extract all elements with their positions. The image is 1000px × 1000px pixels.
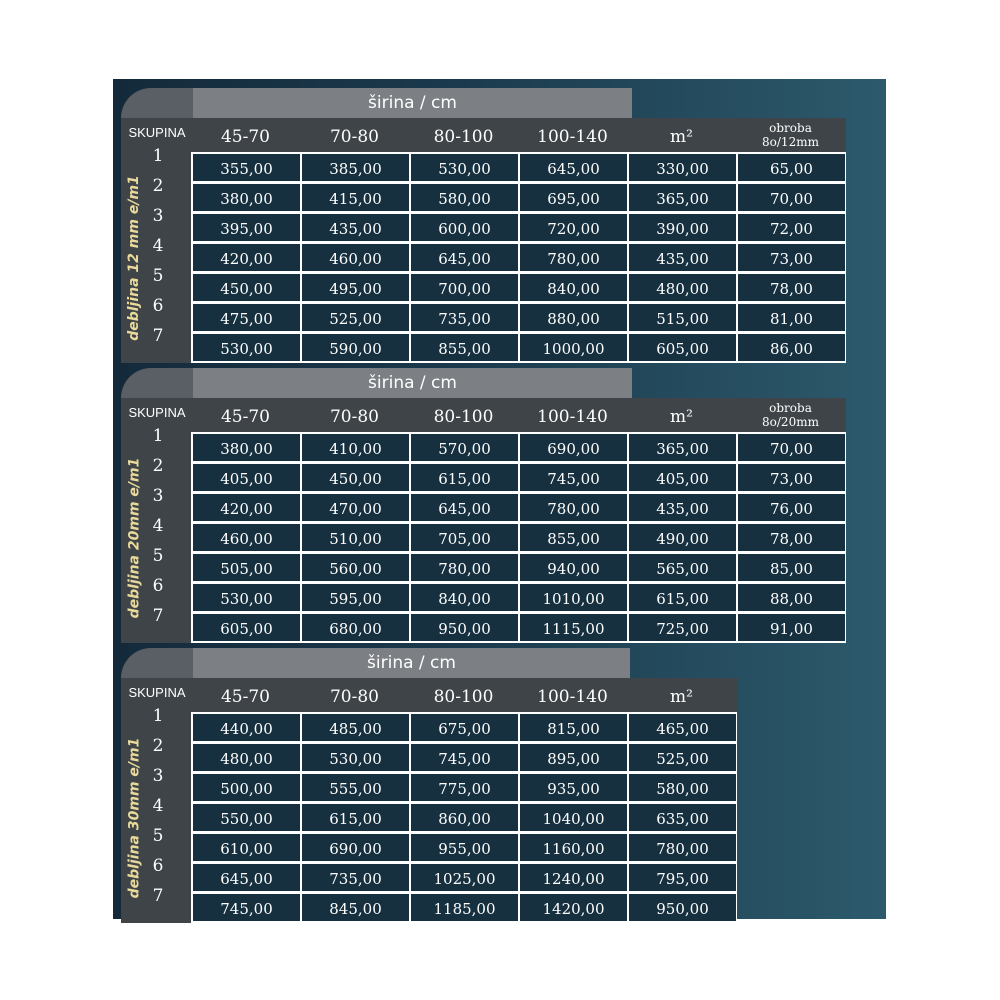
price-cell: 840,00	[411, 584, 518, 611]
price-grid	[191, 432, 846, 643]
price-cell: 460,00	[302, 244, 409, 271]
group-number: 2	[152, 456, 164, 476]
price-cell: 610,00	[193, 834, 300, 861]
price-cell: 65,00	[738, 154, 845, 181]
price-cell: 570,00	[411, 434, 518, 461]
group-number: 4	[152, 796, 164, 816]
group-number: 7	[152, 886, 164, 906]
price-cell: 525,00	[302, 304, 409, 331]
thickness-label-text: debljina 12 mm e/m1	[126, 174, 143, 341]
price-cell: 420,00	[193, 494, 300, 521]
column-header: 70-80	[329, 407, 379, 427]
price-cell: 435,00	[629, 244, 736, 271]
price-cell: 72,00	[738, 214, 845, 241]
price-cell: 365,00	[629, 434, 736, 461]
price-cell: 690,00	[302, 834, 409, 861]
price-cell: 88,00	[738, 584, 845, 611]
price-cell: 645,00	[520, 154, 627, 181]
group-number: 4	[152, 236, 164, 256]
column-header: 70-80	[329, 687, 379, 707]
price-cell: 795,00	[629, 864, 736, 891]
group-number: 3	[152, 766, 164, 786]
price-cell: 605,00	[629, 334, 736, 361]
width-title: širina / cm	[193, 648, 630, 678]
group-number: 4	[152, 516, 164, 536]
price-cell: 76,00	[738, 494, 845, 521]
price-cell: 330,00	[629, 154, 736, 181]
group-number: 6	[152, 576, 164, 596]
column-header	[736, 118, 845, 152]
price-cell: 950,00	[629, 894, 736, 921]
column-header: 45-70	[220, 687, 270, 707]
price-cell: 505,00	[193, 554, 300, 581]
group-number: 3	[152, 206, 164, 226]
column-header: m²	[670, 407, 693, 427]
price-cell: 490,00	[629, 524, 736, 551]
price-cell: 855,00	[411, 334, 518, 361]
price-cell: 600,00	[411, 214, 518, 241]
thickness-label	[121, 712, 147, 923]
price-cell: 1000,00	[520, 334, 627, 361]
group-number: 7	[152, 326, 164, 346]
price-cell: 580,00	[629, 774, 736, 801]
price-cell: 460,00	[193, 524, 300, 551]
price-cell: 78,00	[738, 274, 845, 301]
price-cell: 475,00	[193, 304, 300, 331]
price-cell: 645,00	[193, 864, 300, 891]
price-cell: 380,00	[193, 434, 300, 461]
price-cell: 815,00	[520, 714, 627, 741]
column-header-line: obroba	[769, 401, 812, 415]
group-number: 7	[152, 606, 164, 626]
price-cell: 675,00	[411, 714, 518, 741]
column-header-line: 8o/12mm	[762, 135, 819, 149]
price-cell: 395,00	[193, 214, 300, 241]
price-cell: 530,00	[193, 334, 300, 361]
price-cell: 1010,00	[520, 584, 627, 611]
price-cell: 780,00	[411, 554, 518, 581]
column-header: m²	[670, 687, 693, 707]
price-cell: 78,00	[738, 524, 845, 551]
column-header: 80-100	[433, 407, 494, 427]
price-cell: 1185,00	[411, 894, 518, 921]
group-number: 1	[152, 146, 164, 166]
group-number: 3	[152, 486, 164, 506]
price-table-section	[121, 648, 737, 923]
price-cell: 510,00	[302, 524, 409, 551]
group-number: 5	[152, 826, 164, 846]
price-cell: 565,00	[629, 554, 736, 581]
price-cell: 495,00	[302, 274, 409, 301]
section-tab	[121, 88, 193, 118]
price-cell: 595,00	[302, 584, 409, 611]
column-header: m²	[670, 127, 693, 147]
price-cell: 530,00	[193, 584, 300, 611]
price-cell: 405,00	[193, 464, 300, 491]
price-cell: 365,00	[629, 184, 736, 211]
group-number: 1	[152, 426, 164, 446]
price-cell: 780,00	[520, 494, 627, 521]
price-cell: 1040,00	[520, 804, 627, 831]
price-cell: 680,00	[302, 614, 409, 641]
column-header: 80-100	[433, 127, 494, 147]
price-cell: 955,00	[411, 834, 518, 861]
price-cell: 1025,00	[411, 864, 518, 891]
group-header: SKUPINA	[128, 125, 186, 140]
price-cell: 530,00	[302, 744, 409, 771]
price-cell: 735,00	[302, 864, 409, 891]
thickness-label-text: debljina 30mm e/m1	[126, 737, 143, 898]
price-cell: 515,00	[629, 304, 736, 331]
price-cell: 385,00	[302, 154, 409, 181]
price-cell: 580,00	[411, 184, 518, 211]
width-title: širina / cm	[193, 88, 632, 118]
price-cell: 950,00	[411, 614, 518, 641]
price-cell: 450,00	[193, 274, 300, 301]
price-cell: 860,00	[411, 804, 518, 831]
column-header-line: 8o/20mm	[762, 415, 819, 429]
price-cell: 405,00	[629, 464, 736, 491]
group-number: 2	[152, 176, 164, 196]
column-header-row	[193, 678, 737, 712]
price-cell: 1420,00	[520, 894, 627, 921]
price-cell: 645,00	[411, 494, 518, 521]
column-header-row	[193, 398, 846, 432]
price-cell: 695,00	[520, 184, 627, 211]
price-cell: 615,00	[411, 464, 518, 491]
price-cell: 85,00	[738, 554, 845, 581]
price-table-section	[121, 368, 846, 643]
group-header: SKUPINA	[128, 405, 186, 420]
price-cell: 485,00	[302, 714, 409, 741]
price-cell: 420,00	[193, 244, 300, 271]
price-cell: 440,00	[193, 714, 300, 741]
price-cell: 605,00	[193, 614, 300, 641]
price-cell: 1115,00	[520, 614, 627, 641]
price-table-section	[121, 88, 846, 363]
price-cell: 70,00	[738, 434, 845, 461]
price-cell: 590,00	[302, 334, 409, 361]
price-cell: 735,00	[411, 304, 518, 331]
price-cell: 855,00	[520, 524, 627, 551]
price-cell: 845,00	[302, 894, 409, 921]
price-cell: 645,00	[411, 244, 518, 271]
price-cell: 480,00	[193, 744, 300, 771]
price-cell: 780,00	[520, 244, 627, 271]
price-cell: 380,00	[193, 184, 300, 211]
price-cell: 1240,00	[520, 864, 627, 891]
price-cell: 1160,00	[520, 834, 627, 861]
price-cell: 745,00	[520, 464, 627, 491]
price-cell: 410,00	[302, 434, 409, 461]
price-cell: 465,00	[629, 714, 736, 741]
price-cell: 73,00	[738, 244, 845, 271]
price-cell: 745,00	[193, 894, 300, 921]
price-cell: 550,00	[193, 804, 300, 831]
price-cell: 435,00	[629, 494, 736, 521]
column-header: 80-100	[433, 687, 494, 707]
price-cell: 745,00	[411, 744, 518, 771]
price-cell: 91,00	[738, 614, 845, 641]
price-cell: 840,00	[520, 274, 627, 301]
section-tab	[121, 368, 193, 398]
thickness-label-text: debljina 20mm e/m1	[126, 457, 143, 618]
price-cell: 86,00	[738, 334, 845, 361]
width-title: širina / cm	[193, 368, 632, 398]
price-cell: 500,00	[193, 774, 300, 801]
price-grid	[191, 152, 846, 363]
price-cell: 390,00	[629, 214, 736, 241]
group-number: 5	[152, 546, 164, 566]
group-number: 1	[152, 706, 164, 726]
price-cell: 775,00	[411, 774, 518, 801]
price-cell: 720,00	[520, 214, 627, 241]
section-tab	[121, 648, 193, 678]
price-cell: 435,00	[302, 214, 409, 241]
price-cell: 705,00	[411, 524, 518, 551]
price-cell: 415,00	[302, 184, 409, 211]
group-number: 2	[152, 736, 164, 756]
price-cell: 635,00	[629, 804, 736, 831]
price-cell: 525,00	[629, 744, 736, 771]
column-header: 45-70	[220, 127, 270, 147]
price-cell: 880,00	[520, 304, 627, 331]
price-cell: 555,00	[302, 774, 409, 801]
group-number: 5	[152, 266, 164, 286]
column-header: 45-70	[220, 407, 270, 427]
price-cell: 940,00	[520, 554, 627, 581]
column-header: 100-140	[537, 127, 608, 147]
price-cell: 725,00	[629, 614, 736, 641]
column-header	[736, 398, 845, 432]
price-cell: 690,00	[520, 434, 627, 461]
price-grid	[191, 712, 737, 923]
price-cell: 560,00	[302, 554, 409, 581]
thickness-label	[121, 432, 147, 643]
price-cell: 81,00	[738, 304, 845, 331]
column-header: 100-140	[537, 687, 608, 707]
group-number: 6	[152, 296, 164, 316]
thickness-label	[121, 152, 147, 363]
price-cell: 480,00	[629, 274, 736, 301]
column-header-row	[193, 118, 846, 152]
price-cell: 450,00	[302, 464, 409, 491]
group-number: 6	[152, 856, 164, 876]
price-cell: 780,00	[629, 834, 736, 861]
price-cell: 700,00	[411, 274, 518, 301]
price-cell: 615,00	[629, 584, 736, 611]
price-cell: 70,00	[738, 184, 845, 211]
price-cell: 355,00	[193, 154, 300, 181]
column-header-line: obroba	[769, 121, 812, 135]
price-cell: 73,00	[738, 464, 845, 491]
price-cell: 895,00	[520, 744, 627, 771]
price-cell: 530,00	[411, 154, 518, 181]
column-header: 100-140	[537, 407, 608, 427]
group-header: SKUPINA	[128, 685, 186, 700]
column-header: 70-80	[329, 127, 379, 147]
price-cell: 615,00	[302, 804, 409, 831]
price-cell: 470,00	[302, 494, 409, 521]
price-cell: 935,00	[520, 774, 627, 801]
